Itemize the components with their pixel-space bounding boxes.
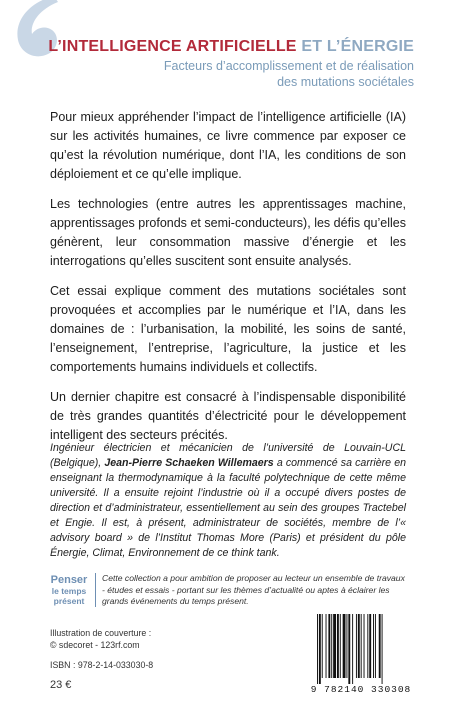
barcode-bar [382, 614, 383, 684]
barcode-bar [364, 614, 365, 678]
barcode-bar [352, 614, 353, 684]
barcode-bar [356, 614, 357, 678]
summary-paragraph: Cet essai explique comment des mutations sociétales sont provoquées et accomplies par le numérique et l’IA, dans les domaines de : l’urbanisation, la mobilité, les soins de santé, l’enseignement, l’entreprise, l’agriculture, la justice et les comportements humains individuels et collectifs. [50, 284, 406, 374]
series-divider [95, 573, 96, 607]
barcode-bar [333, 614, 336, 678]
book-title [40, 38, 414, 56]
barcode-digits: 9 782140 330308 [310, 684, 412, 695]
barcode-bar [319, 614, 321, 684]
author-bio [50, 441, 406, 561]
barcode-bar [328, 614, 330, 678]
summary-paragraph: Pour mieux appréhender l’impact de l’intelligence artificielle (IA) sur les activités humaines, ce livre commence par exposer ce qu’est la révolution numérique, dont l’IA, les conditions de son déploiement et ce qu’elle implique. [50, 110, 406, 181]
barcode-bar [358, 614, 360, 678]
barcode-bar [369, 614, 371, 678]
barcode-bar [348, 614, 350, 684]
barcode-bar [367, 614, 368, 678]
series-logo [50, 574, 88, 606]
summary-paragraph: Un dernier chapitre est consacré à l’indispensable disponibilité de très grandes quantités d’électricité pour le développement intelligent des secteurs précités. [50, 390, 406, 442]
series-description: Cette collection a pour ambition de proposer au lecteur un ensemble de travaux - études et essais - portant sur les thèmes d’actualité ou aptes à éclairer les grands événements du temps présent. [102, 573, 405, 606]
barcode-bar [326, 614, 327, 678]
barcode-bar [322, 614, 323, 678]
cover-credit [50, 628, 151, 651]
author-bio-text: a commencé sa carrière en enseignant la thermodynamique à la faculté polytechnique de cette même université. Il a ensuite rejoint l’industrie où il a occupé divers postes de direction et d’administrateur, essentiellement au sein des groupes Tractebel et Engie. Il est, à présent, administrateur de sociétés, membre de l’« advisory board » de l’Institut Thomas More (Paris) et président du pôle Énergie, Climat, Environnement de ce think tank. [50, 457, 406, 559]
barcode-bar [379, 614, 381, 678]
isbn: ISBN : 978-2-14-033030-8 [50, 660, 154, 670]
barcode-bar [337, 614, 339, 678]
series-logo-line-1: Penser [50, 574, 88, 586]
barcode [302, 608, 420, 708]
book-subtitle [54, 58, 414, 90]
author-intro: Ingénieur électricien et mécanicien de l’université de Louvain-UCL (Belgique), [50, 442, 406, 469]
barcode-bar [373, 614, 374, 678]
barcode-bar [317, 614, 318, 684]
summary-paragraph: Les technologies (entre autres les apprentissages machine, apprentissages profonds et semi-conducteurs), les défis qu’elles génèrent, leur consommation massive d’énergie et les interrogations qu’elles suscitent sont ensuite analysés. [50, 197, 406, 268]
title-part-1: L’INTELLIGENCE ARTIFICIELLE [48, 38, 297, 55]
author-name: Jean-Pierre Schaeken Willemaers [104, 457, 274, 469]
barcode-bars [316, 614, 408, 684]
back-cover-summary [50, 108, 406, 456]
series-logo-line-3: présent [53, 596, 85, 606]
series-logo-line-2: le temps [51, 586, 87, 596]
title-part-2: ET L’ÉNERGIE [301, 38, 414, 55]
barcode-bar [340, 614, 341, 678]
barcode-bar [346, 614, 347, 678]
barcode-bar [375, 614, 376, 678]
credit-line-2: © sdecoret - 123rf.com [50, 639, 140, 650]
credit-line-1: Illustration de couverture : [50, 628, 152, 638]
subtitle-line-1: Facteurs d’accomplissement et de réalisation [163, 59, 414, 73]
barcode-bar [361, 614, 362, 678]
barcode-bar [331, 614, 332, 678]
subtitle-line-2: des mutations sociétales [277, 75, 414, 89]
price: 23 € [50, 679, 72, 691]
barcode-bar [343, 614, 346, 678]
